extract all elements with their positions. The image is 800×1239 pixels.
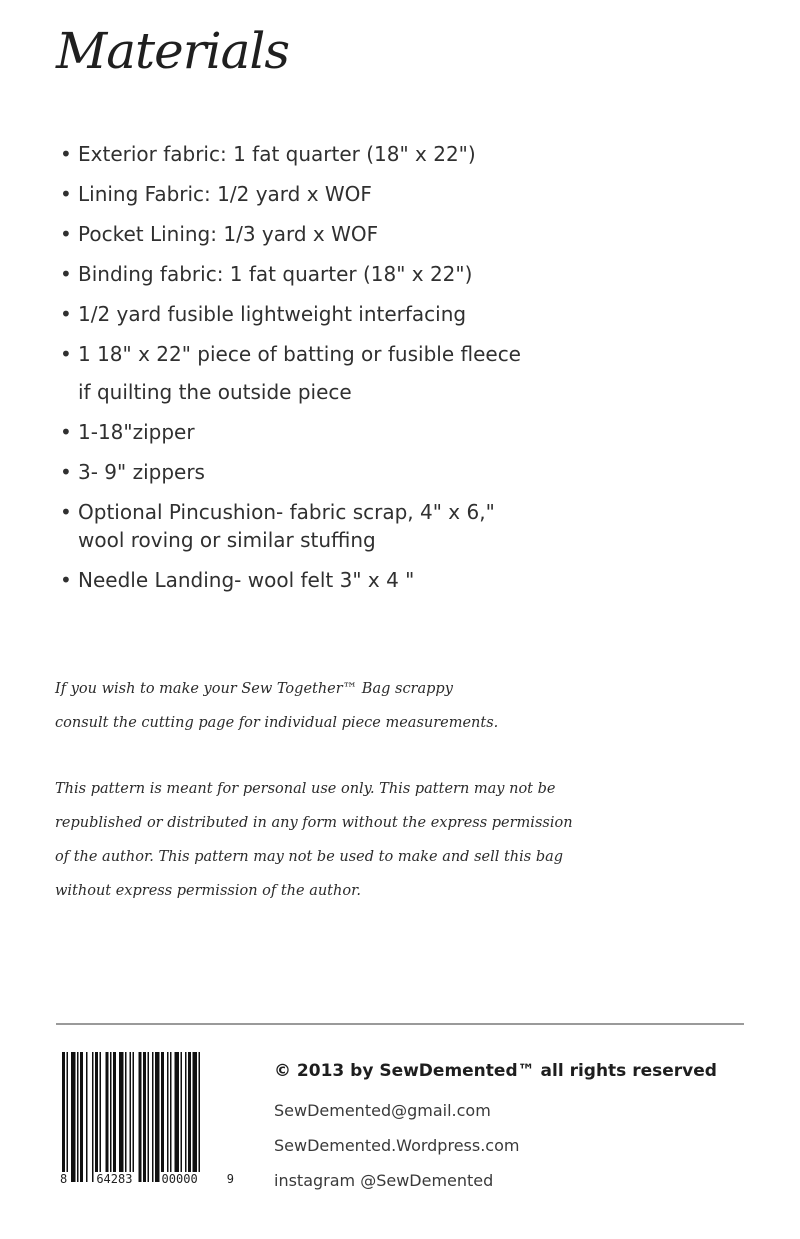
bullet-icon: •: [60, 500, 72, 524]
barcode-digits: 8 64283 00000 9: [60, 1172, 234, 1186]
barcode-bars: [58, 1052, 236, 1182]
barcode-bar: [148, 1052, 150, 1182]
barcode-bar: [67, 1052, 69, 1182]
barcode-bar: [86, 1052, 88, 1182]
bullet-icon: •: [60, 222, 72, 246]
barcode-bar: [106, 1052, 109, 1182]
bullet-icon: •: [60, 262, 72, 286]
list-item: • Pocket Lining: 1/3 yard x WOF: [60, 222, 379, 246]
email-text: SewDemented@gmail.com: [274, 1101, 491, 1120]
contact-block: [274, 1060, 764, 1205]
barcode-bar: [199, 1052, 201, 1182]
barcode-bar: [80, 1052, 83, 1182]
barcode-bar: [125, 1052, 127, 1182]
list-item: • 1-18"zipper: [60, 420, 195, 444]
barcode-bar: [188, 1052, 191, 1182]
barcode-bar: [113, 1052, 116, 1182]
list-item: • Binding fabric: 1 fat quarter (18" x 22"): [60, 262, 473, 286]
bullet-icon: •: [60, 460, 72, 484]
copyright-text: © 2013 by SewDemented™ all rights reserved: [274, 1061, 717, 1081]
bullet-icon: •: [60, 568, 72, 592]
bullet-icon: •: [60, 420, 72, 444]
page-title: Materials: [56, 22, 290, 80]
barcode-bar: [77, 1052, 79, 1182]
barcode-bar: [161, 1052, 164, 1182]
bullet-icon: •: [60, 342, 72, 366]
barcode-bar: [71, 1052, 76, 1182]
barcode-bar: [130, 1052, 132, 1182]
scrappy-note: If you wish to make your Sew Together™ Bag scrappy consult the cutting page for individual piece measurements.: [55, 681, 499, 731]
list-item: • Lining Fabric: 1/2 yard x WOF: [60, 182, 372, 206]
barcode-bar: [155, 1052, 160, 1182]
website-text: SewDemented.Wordpress.com: [274, 1136, 520, 1155]
list-item: • 1 18" x 22" piece of batting or fusible fleece if quilting the outside piece: [60, 342, 521, 404]
list-item: • Exterior fabric: 1 fat quarter (18" x 22"): [60, 142, 476, 166]
list-item: • 3- 9" zippers: [60, 460, 205, 484]
barcode-bar: [152, 1052, 154, 1182]
barcode-bar: [181, 1052, 183, 1182]
barcode-bar: [193, 1052, 198, 1182]
bullet-icon: •: [60, 182, 72, 206]
bullet-icon: •: [60, 142, 72, 166]
barcode: [58, 1052, 236, 1194]
barcode-bar: [139, 1052, 142, 1182]
list-item: • Optional Pincushion- fabric scrap, 4" x 6," wool roving or similar stuffing: [60, 500, 495, 552]
barcode-bar: [185, 1052, 187, 1182]
barcode-bar: [170, 1052, 172, 1182]
barcode-bar: [110, 1052, 112, 1182]
license-note: This pattern is meant for personal use only. This pattern may not be republished or distributed in any form without the express permission of the author. This pattern may not be used to make and sell this bag without express permission of the author.: [55, 781, 573, 899]
barcode-bar: [62, 1052, 65, 1182]
list-item: • 1/2 yard fusible lightweight interfacing: [60, 302, 467, 326]
barcode-bar: [167, 1052, 169, 1182]
instagram-text: instagram @SewDemented: [274, 1171, 494, 1190]
barcode-bar: [133, 1052, 135, 1182]
barcode-bar: [92, 1052, 94, 1182]
divider: [56, 1023, 744, 1025]
barcode-bar: [175, 1052, 180, 1182]
barcode-bar: [100, 1052, 102, 1182]
bullet-icon: •: [60, 302, 72, 326]
barcode-bar: [95, 1052, 98, 1182]
barcode-bar: [143, 1052, 146, 1182]
barcode-bar: [119, 1052, 124, 1182]
list-item: • Needle Landing- wool felt 3" x 4 ": [60, 568, 415, 592]
materials-list: [58, 140, 758, 606]
